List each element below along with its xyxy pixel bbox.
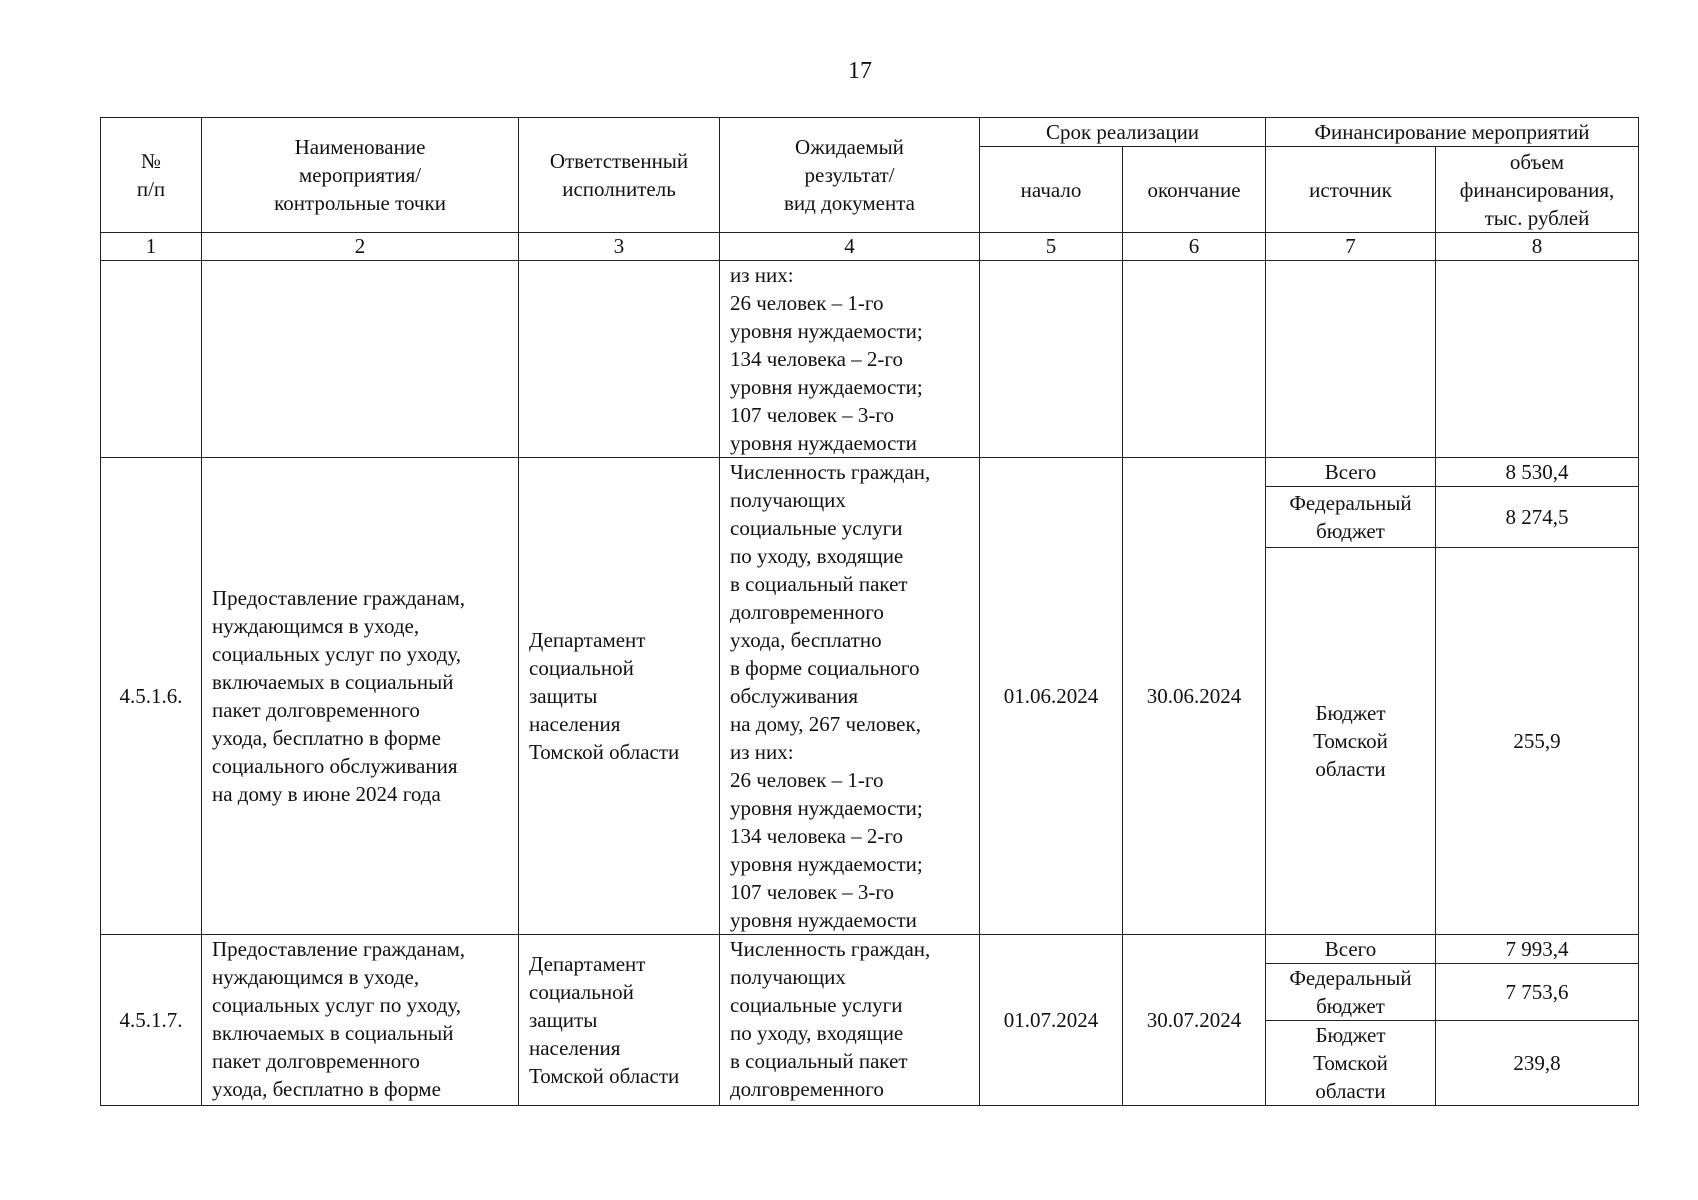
responsible-executor: Департамент социальной защиты населения Томской области (519, 935, 720, 1106)
activities-table (100, 117, 1639, 1106)
end-date: 30.06.2024 (1123, 458, 1266, 935)
financing-amount: 255,9 (1436, 548, 1639, 935)
column-number: 8 (1436, 233, 1639, 261)
expected-result: Численность граждан, получающих социальные услуги по уходу, входящие в социальный пакет долговременного (720, 935, 980, 1106)
activity-name: Предоставление гражданам, нуждающимся в уходе, социальных услуг по уходу, включаемых в социальный пакет долговременного ухода, бесплатно в форме (202, 935, 519, 1106)
header-num: № п/п (101, 118, 202, 233)
header-result: Ожидаемый результат/ вид документа (720, 118, 980, 233)
page-number: 17 (848, 58, 872, 84)
column-number: 2 (202, 233, 519, 261)
start-date: 01.07.2024 (980, 935, 1123, 1106)
row-number: 4.5.1.6. (101, 458, 202, 935)
header-name: Наименование мероприятия/ контрольные точки (202, 118, 519, 233)
financing-source: Бюджет Томской области (1266, 1021, 1436, 1106)
column-number: 4 (720, 233, 980, 261)
financing-source: Всего (1266, 458, 1436, 487)
financing-source: Бюджет Томской области (1266, 548, 1436, 935)
financing-source: Всего (1266, 935, 1436, 964)
column-number: 5 (980, 233, 1123, 261)
empty-cell (519, 261, 720, 458)
header-row-top (101, 118, 1639, 147)
table-row (101, 458, 1639, 487)
empty-cell (980, 261, 1123, 458)
header-end: окончание (1123, 147, 1266, 233)
expected-result: Численность граждан, получающих социальные услуги по уходу, входящие в социальный пакет долговременного ухода, бесплатно в форме социального обслуживания на дому, 267 человек, из них: 26 человек – 1-го уровня нуждаемости; 134 человека – 2-го уровня нуждаемости; 107 человек – 3-го уровня нуждаемости (720, 458, 980, 935)
header-financing: Финансирование мероприятий (1266, 118, 1639, 147)
empty-cell (202, 261, 519, 458)
column-number: 6 (1123, 233, 1266, 261)
header-source: источник (1266, 147, 1436, 233)
result-cell: из них: 26 человек – 1-го уровня нуждаемости; 134 человека – 2-го уровня нуждаемости; 107 человек – 3-го уровня нуждаемости (720, 261, 980, 458)
header-start: начало (980, 147, 1123, 233)
empty-cell (1436, 261, 1639, 458)
financing-source: Федеральный бюджет (1266, 964, 1436, 1021)
empty-cell (101, 261, 202, 458)
empty-cell (1266, 261, 1436, 458)
continuation-row (101, 261, 1639, 458)
end-date: 30.07.2024 (1123, 935, 1266, 1106)
column-number: 7 (1266, 233, 1436, 261)
column-number: 3 (519, 233, 720, 261)
header-period: Срок реализации (980, 118, 1266, 147)
financing-amount: 8 274,5 (1436, 487, 1639, 548)
header-executor: Ответственный исполнитель (519, 118, 720, 233)
activity-name: Предоставление гражданам, нуждающимся в уходе, социальных услуг по уходу, включаемых в социальный пакет долговременного ухода, бесплатно в форме социального обслуживания на дому в июне 2024 года (202, 458, 519, 935)
financing-source: Федеральный бюджет (1266, 487, 1436, 548)
column-numbers-row (101, 233, 1639, 261)
financing-amount: 239,8 (1436, 1021, 1639, 1106)
responsible-executor: Департамент социальной защиты населения Томской области (519, 458, 720, 935)
table-row (101, 935, 1639, 964)
column-number: 1 (101, 233, 202, 261)
row-number: 4.5.1.7. (101, 935, 202, 1106)
empty-cell (1123, 261, 1266, 458)
financing-amount: 7 753,6 (1436, 964, 1639, 1021)
start-date: 01.06.2024 (980, 458, 1123, 935)
financing-amount: 8 530,4 (1436, 458, 1639, 487)
header-volume: объем финансирования, тыс. рублей (1436, 147, 1639, 233)
financing-amount: 7 993,4 (1436, 935, 1639, 964)
